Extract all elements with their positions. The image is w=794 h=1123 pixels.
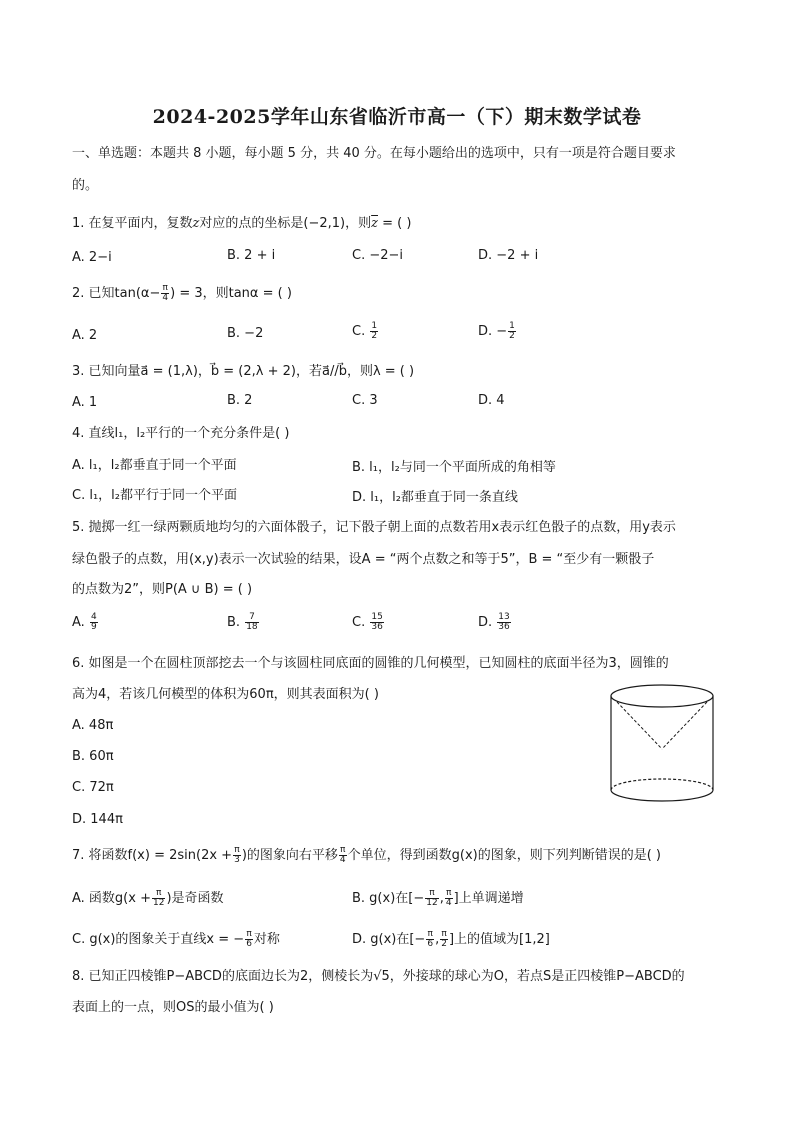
q4-option-d: D. l₁，l₂都垂直于同一条直线 xyxy=(352,490,518,505)
question-5-line2: 绿色骰子的点数，用(x,y)表示一次试验的结果，设A = “两个点数之和等于5”，B = “至少有一颗骰子 xyxy=(72,552,655,567)
q6-option-d: D. 144π xyxy=(72,812,123,827)
q1-option-d: D. −2 + i xyxy=(478,248,539,263)
q1-option-c: C. −2−i xyxy=(352,248,404,263)
cylinder-cone-figure xyxy=(604,678,724,806)
q3-option-a: A. 1 xyxy=(72,395,98,410)
q3-option-d: D. 4 xyxy=(478,393,505,408)
cone-right-slant xyxy=(662,702,707,749)
cylinder-top-ellipse xyxy=(611,685,713,707)
q4-option-c: C. l₁，l₂都平行于同一个平面 xyxy=(72,488,237,503)
q3-option-c: C. 3 xyxy=(352,393,378,408)
q4-option-b: B. l₁，l₂与同一个平面所成的角相等 xyxy=(352,460,556,475)
q2-option-d: D. − $\frac{1}{2}$ xyxy=(478,321,515,341)
q1-option-a: A. 2−i xyxy=(72,250,112,265)
q2-option-b: B. −2 xyxy=(227,326,264,341)
question-8-line2: 表面上的一点，则OS的最小值为( ) xyxy=(72,1000,274,1015)
q5-option-c: C. $\frac{15}{36}$ xyxy=(352,612,383,632)
question-6-line1: 6. 如图是一个在圆柱顶部挖去一个与该圆柱同底面的圆锥的几何模型，已知圆柱的底面半径为3，圆锥的 xyxy=(72,656,669,671)
q2-option-c: C. $\frac{1}{2}$ xyxy=(352,321,378,341)
question-5-line1: 5. 抛掷一红一绿两颗质地均匀的六面体骰子，记下骰子朝上面的点数若用x表示红色骰子的点数，用y表示 xyxy=(72,520,676,535)
q6-option-c: C. 72π xyxy=(72,780,114,795)
q6-option-a: A. 48π xyxy=(72,718,114,733)
cylinder-bottom-back xyxy=(611,779,713,790)
q5-option-b: B. $\frac{7}{18}$ xyxy=(227,612,258,632)
q4-option-a: A. l₁，l₂都垂直于同一个平面 xyxy=(72,458,237,473)
question-7-stem: 7. 将函数f(x) = 2sin(2x + $\frac{\pi}{3}$ )的图象向右平移 $\frac{\pi}{4}$ 个单位，得到函数g(x)的图象，则下列判断错误的是( ) xyxy=(72,845,661,865)
question-6-line2: 高为4，若该几何模型的体积为60π，则其表面积为( ) xyxy=(72,687,379,702)
section-heading-line2: 的。 xyxy=(72,178,99,193)
q7-option-a: A. 函数g(x + $\frac{\pi}{12}$ )是奇函数 xyxy=(72,888,224,908)
section-heading-line1: 一、单选题：本题共 8 小题，每小题 5 分，共 40 分。在每小题给出的选项中，只有一项是符合题目要求 xyxy=(72,146,676,161)
question-5-line3: 的点数为2”，则P(A ∪ B) = ( ) xyxy=(72,582,253,597)
question-8-line1: 8. 已知正四棱锥P−ABCD的底面边长为2，侧棱长为√5，外接球的球心为O，若点S是正四棱锥P−ABCD的 xyxy=(72,969,685,984)
q5-option-a: A. $\frac{4}{9}$ xyxy=(72,612,97,632)
q7-option-d: D. g(x)在[− $\frac{\pi}{6}$ , $\frac{\pi}{2}$ ]上的值域为[1,2] xyxy=(352,929,550,949)
question-2-stem: 2. 已知tan(α− $\frac{\pi}{4}$ ) = 3，则tanα = ( ) xyxy=(72,283,292,303)
q7-option-c: C. g(x)的图象关于直线x = − $\frac{\pi}{6}$ 对称 xyxy=(72,929,280,949)
question-1-stem: 1. 在复平面内，复数z对应的点的坐标是(−2,1)，则$\overline{z}$ = ( ) xyxy=(72,216,412,231)
question-4-stem: 4. 直线l₁，l₂平行的一个充分条件是( ) xyxy=(72,426,290,441)
q1-option-b: B. 2 + i xyxy=(227,248,276,263)
cone-left-slant xyxy=(617,702,662,749)
cylinder-bottom-front xyxy=(611,790,713,801)
question-3-stem: 3. 已知向量a⃗ = (1,λ)，b⃗ = (2,λ + 2)，若a⃗//b⃗，则λ = ( ) xyxy=(72,364,415,379)
q7-option-b: B. g(x)在[− $\frac{\pi}{12}$ , $\frac{\pi}{4}$ ]上单调递增 xyxy=(352,888,524,908)
q5-option-d: D. $\frac{13}{36}$ xyxy=(478,612,510,632)
page-title: 2024-2025学年山东省临沂市高一（下）期末数学试卷 xyxy=(152,106,642,128)
q6-option-b: B. 60π xyxy=(72,749,114,764)
q2-option-a: A. 2 xyxy=(72,328,98,343)
q3-option-b: B. 2 xyxy=(227,393,253,408)
